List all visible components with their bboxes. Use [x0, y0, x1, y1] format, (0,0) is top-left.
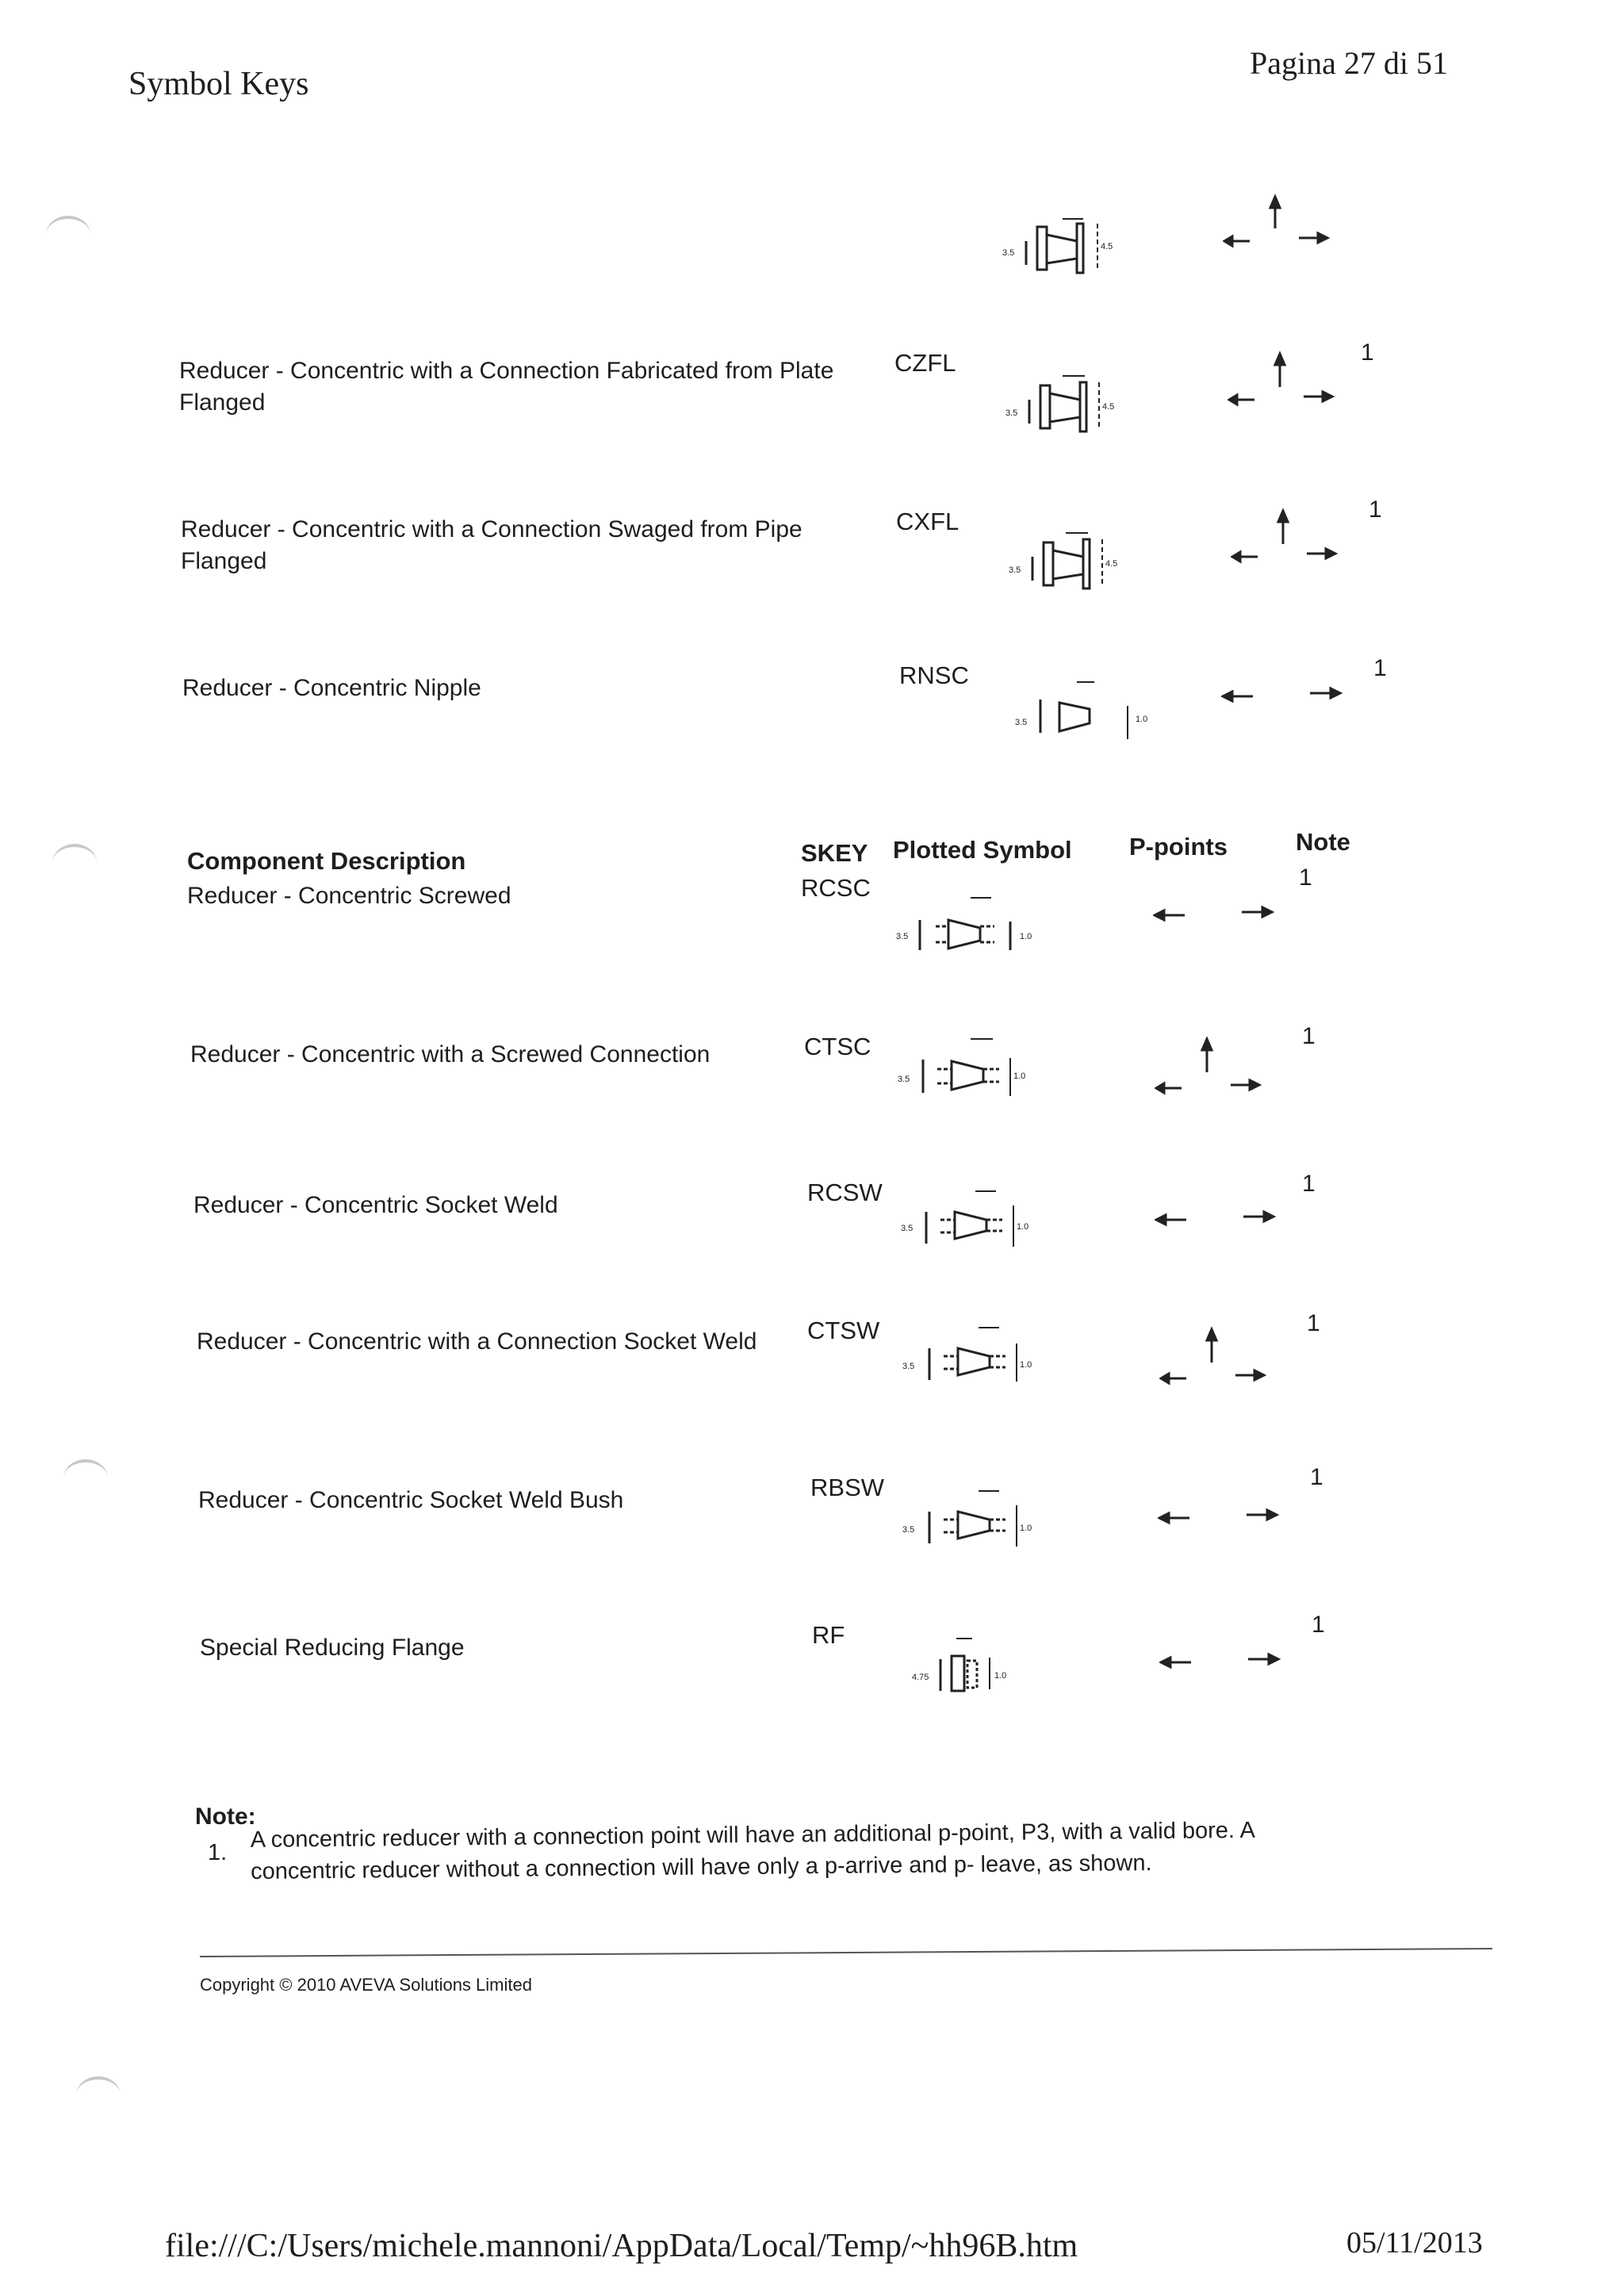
concentric-flanged-reducer-symbol: [1001, 358, 1159, 438]
svg-text:1.0: 1.0: [1020, 1360, 1032, 1370]
description-cell: Reducer - Concentric Socket Weld: [193, 1192, 558, 1218]
svg-text:3.5: 3.5: [896, 932, 909, 941]
note-item-number: 1.: [208, 1840, 228, 1865]
document-title: Symbol Keys: [128, 66, 309, 102]
socket-weld-reducer-symbol: [898, 1477, 1080, 1548]
svg-text:1.0: 1.0: [1013, 1071, 1026, 1081]
svg-text:3.5: 3.5: [1015, 718, 1028, 727]
svg-text:1.0: 1.0: [1136, 715, 1148, 724]
note-cell: 1: [1302, 1171, 1316, 1197]
description-cell: Reducer - Concentric with a Screwed Connection: [190, 1041, 710, 1068]
note-cell: 1: [1307, 1310, 1320, 1336]
description-cell: Special Reducing Flange: [200, 1635, 465, 1661]
note-line: A concentric reducer with a connection point will have an additional p-point, P3, with a valid bore. A: [250, 1817, 1255, 1853]
p-points-arrows-icon: [1155, 1198, 1281, 1245]
svg-text:1.0: 1.0: [994, 1671, 1007, 1681]
note-cell: 1: [1299, 864, 1312, 891]
skey-cell: RBSW: [810, 1474, 884, 1501]
p-points-with-branch-icon: [1223, 192, 1334, 263]
p-points-with-branch-icon: [1231, 504, 1342, 576]
column-header-p-points: P-points: [1129, 833, 1228, 861]
skey-cell: RF: [812, 1621, 845, 1649]
svg-text:3.5: 3.5: [902, 1525, 915, 1535]
note-cell: 1: [1373, 655, 1387, 681]
column-header-plotted-symbol: Plotted Symbol: [893, 836, 1072, 864]
description-cell: Reducer - Concentric Socket Weld Bush: [198, 1487, 624, 1513]
file-path: file:///C:/Users/michele.mannoni/AppData/Local/Temp/~hh96B.htm: [165, 2228, 1078, 2264]
p-points-with-branch-icon: [1155, 1033, 1266, 1104]
svg-text:1.0: 1.0: [1020, 932, 1032, 941]
svg-text:4.5: 4.5: [1105, 559, 1118, 569]
skey-cell: CTSW: [807, 1317, 880, 1344]
svg-text:3.5: 3.5: [901, 1224, 914, 1233]
svg-text:3.5: 3.5: [1009, 565, 1021, 575]
note-cell: 1: [1361, 339, 1374, 366]
svg-text:1.0: 1.0: [1020, 1524, 1032, 1533]
column-header-note: Note: [1296, 828, 1350, 856]
column-header-description: Component Description: [187, 847, 466, 875]
p-points-arrows-icon: [1221, 676, 1348, 723]
svg-text:4.5: 4.5: [1102, 402, 1115, 412]
svg-text:4.75: 4.75: [912, 1673, 929, 1682]
description-cell: Reducer - Concentric Screwed: [187, 883, 511, 909]
p-points-arrows-icon: [1159, 1640, 1286, 1688]
skey-cell: CXFL: [896, 508, 959, 535]
description-line: Reducer - Concentric with a Connection Swaged from Pipe: [181, 516, 802, 542]
page-number: Pagina 27 di 51: [1250, 45, 1448, 81]
screwed-reducer-symbol: [893, 888, 1075, 960]
binder-hole-icon: [46, 216, 90, 254]
description-line: Reducer - Concentric Nipple: [182, 675, 481, 701]
p-points-arrows-icon: [1153, 893, 1280, 941]
note-item-text: [251, 1815, 1256, 1888]
svg-text:3.5: 3.5: [1002, 248, 1015, 258]
footer-divider: [200, 1948, 1492, 1957]
binder-hole-icon: [63, 1459, 108, 1497]
concentric-nipple-symbol: [1010, 668, 1169, 747]
binder-hole-icon: [76, 2076, 121, 2114]
svg-text:3.5: 3.5: [902, 1362, 915, 1371]
screwed-reducer-symbol: [891, 1028, 1074, 1099]
svg-text:3.5: 3.5: [1005, 408, 1018, 418]
concentric-flanged-reducer-symbol: [1004, 516, 1162, 595]
description-line: Reducer - Concentric with a Connection Fabricated from Plate: [179, 358, 834, 384]
reducing-flange-symbol: [904, 1624, 1063, 1696]
print-date: 05/11/2013: [1346, 2226, 1483, 2260]
p-points-with-branch-icon: [1159, 1323, 1270, 1394]
note-cell: 1: [1312, 1612, 1325, 1638]
column-header-skey: SKEY: [801, 839, 868, 867]
svg-text:3.5: 3.5: [898, 1075, 910, 1084]
skey-cell: RNSC: [899, 661, 969, 689]
skey-cell: CZFL: [894, 349, 956, 377]
description-cell: [179, 355, 833, 419]
svg-text:4.5: 4.5: [1101, 242, 1113, 251]
skey-cell: CTSC: [804, 1033, 871, 1060]
description-cell: Reducer - Concentric with a Connection Socket Weld: [197, 1328, 757, 1355]
note-title: Note:: [195, 1803, 256, 1830]
description-cell: [182, 673, 481, 704]
socket-weld-reducer-symbol: [894, 1177, 1077, 1248]
concentric-flanged-reducer-symbol: [998, 200, 1156, 279]
copyright-text: Copyright © 2010 AVEVA Solutions Limited: [200, 1975, 532, 1995]
description-line: Flanged: [179, 389, 266, 416]
binder-hole-icon: [52, 844, 97, 882]
description-line: Flanged: [181, 548, 267, 574]
skey-cell: RCSW: [807, 1179, 883, 1206]
note-cell: 1: [1302, 1023, 1316, 1049]
svg-text:1.0: 1.0: [1017, 1222, 1029, 1232]
skey-cell: RCSC: [801, 874, 871, 902]
note-cell: 1: [1369, 496, 1382, 523]
note-cell: 1: [1310, 1464, 1323, 1490]
socket-weld-reducer-symbol: [896, 1313, 1078, 1385]
p-points-arrows-icon: [1158, 1496, 1285, 1543]
description-cell: [181, 514, 802, 577]
note-line: concentric reducer without a connection will have only a p-arrive and p- leave, as shown.: [251, 1850, 1152, 1884]
p-points-with-branch-icon: [1228, 347, 1339, 419]
